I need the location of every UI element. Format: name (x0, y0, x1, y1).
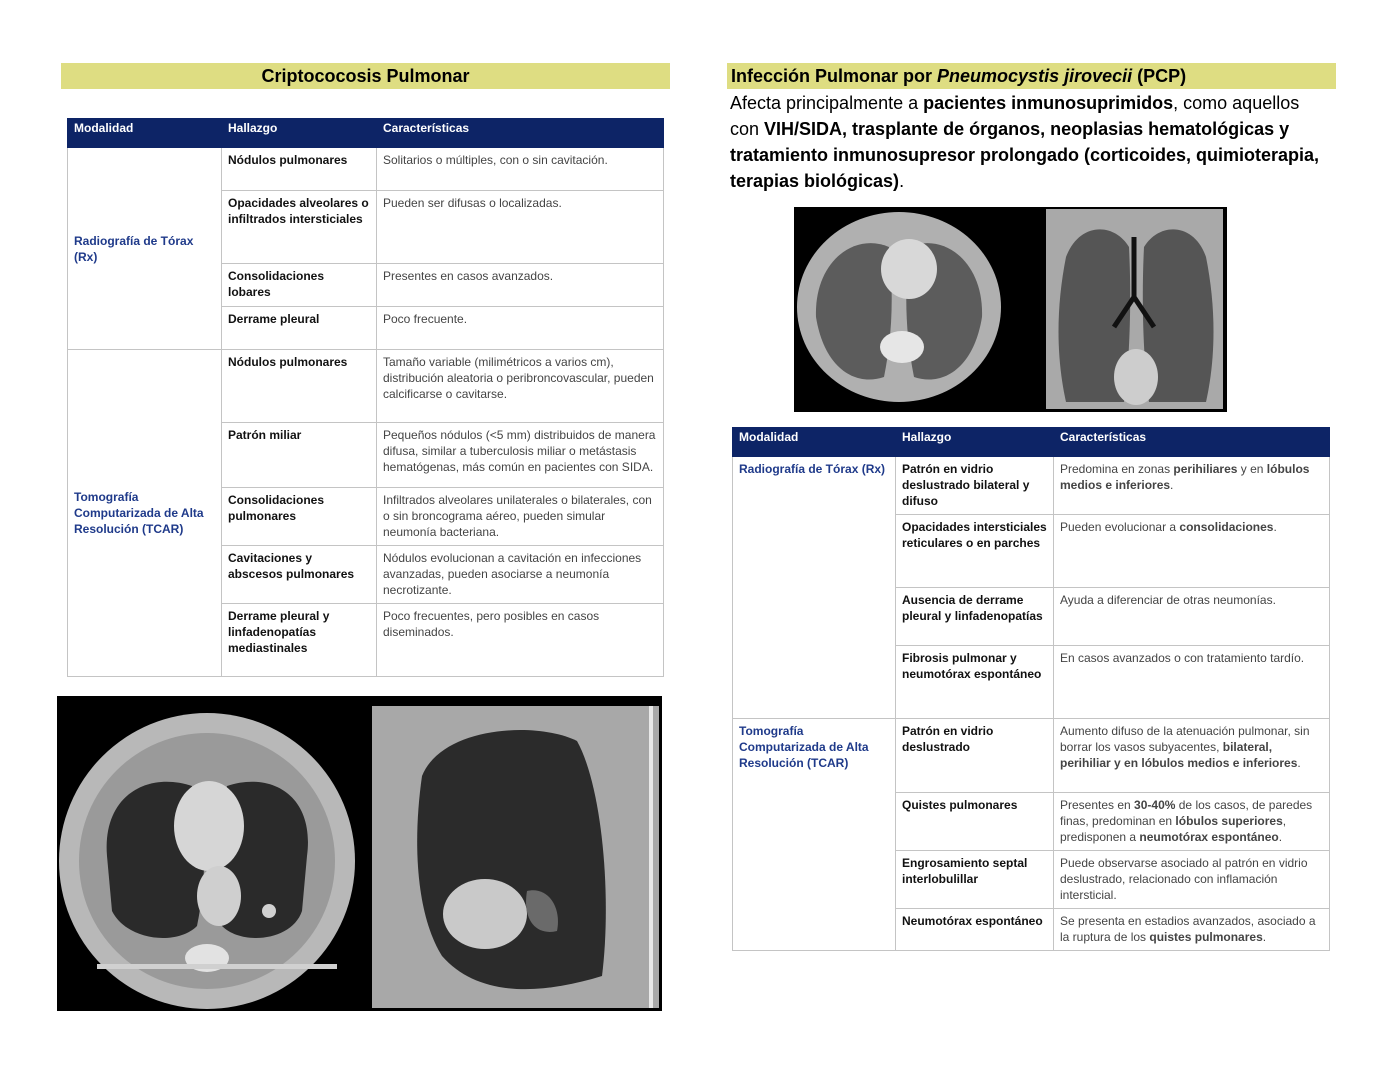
left-section-title: Criptococosis Pulmonar (61, 63, 670, 89)
description (1054, 909, 1330, 951)
finding: Ausencia de derrame pleural y linfadenopatías (896, 588, 1054, 646)
desc-text: . (1170, 478, 1174, 492)
desc-text: Aumento difuso de la atenuación pulmonar, sin borrar los vasos subyacentes, (1060, 724, 1310, 754)
desc-text: . (1262, 930, 1267, 944)
axial-ct-image (59, 713, 355, 1009)
intro-text: Afecta principalmente a (730, 93, 924, 113)
finding: Patrón en vidrio deslustrado (896, 719, 1054, 793)
finding: Nódulos pulmonares (222, 350, 377, 423)
description: Puede observarse asociado al patrón en vidrio deslustrado, relacionado con inflamación intersticial. (1054, 851, 1330, 909)
header-hallazgo: Hallazgo (222, 119, 377, 148)
desc-text: . (1297, 756, 1301, 770)
ct-images-cryptococcosis (57, 696, 662, 1011)
finding: Cavitaciones y abscesos pulmonares (222, 546, 377, 604)
pcp-table (732, 427, 1330, 951)
finding: Derrame pleural y linfadenopatías mediastinales (222, 604, 377, 677)
finding: Patrón miliar (222, 423, 377, 488)
description (1054, 793, 1330, 851)
finding: Opacidades intersticiales reticulares o en parches (896, 515, 1054, 588)
finding: Opacidades alveolares o infiltrados intersticiales (222, 191, 377, 264)
desc-text: . (1278, 830, 1283, 844)
description: En casos avanzados o con tratamiento tardío. (1054, 646, 1330, 719)
desc-text: y en (1237, 462, 1267, 476)
coronal-ct-image (1046, 209, 1223, 409)
modality-rx: Radiografía de Tórax (Rx) (68, 148, 222, 350)
finding: Neumotórax espontáneo (896, 909, 1054, 951)
desc-bold: consolidaciones (1179, 520, 1274, 534)
description: Solitarios o múltiples, con o sin cavitación. (377, 148, 664, 191)
intro-bold: VIH/SIDA, trasplante de órganos, neoplasias hematológicas y tratamiento inmunosupresor prolongado (corticoides, quimioterapia, terapias biológicas) (730, 119, 1320, 191)
finding: Consolidaciones lobares (222, 264, 377, 307)
header-modalidad: Modalidad (68, 119, 222, 148)
desc-text: de los casos, de paredes finas, predominan en (1060, 798, 1313, 828)
desc-bold: lóbulos medios e inferiores (1060, 462, 1310, 492)
modality-tcar: Tomografía Computarizada de Alta Resolución (TCAR) (733, 719, 896, 951)
desc-text: , predisponen a (1060, 814, 1287, 844)
desc-bold: quistes pulmonares (1149, 930, 1263, 944)
header-caracteristicas: Características (377, 119, 664, 148)
title-suffix: (PCP) (1132, 66, 1187, 86)
table-row (68, 148, 664, 191)
desc-bold: perihiliares (1173, 462, 1238, 476)
right-section-title (727, 63, 1336, 89)
desc-bold: 30-40% (1134, 798, 1176, 812)
description: Nódulos evolucionan a cavitación en infecciones avanzadas, pueden asociarse a neumonía necrotizante. (377, 546, 664, 604)
finding: Quistes pulmonares (896, 793, 1054, 851)
ct-scan-image (794, 207, 1227, 412)
description (1054, 719, 1330, 793)
table-header-row (733, 428, 1330, 457)
finding: Consolidaciones pulmonares (222, 488, 377, 546)
desc-text: Presentes en (1060, 798, 1135, 812)
modality-rx: Radiografía de Tórax (Rx) (733, 457, 896, 719)
description: Presentes en casos avanzados. (377, 264, 664, 307)
desc-bold: lóbulos superiores (1175, 814, 1283, 828)
desc-bold: bilateral, perihiliar y en lóbulos medios e inferiores (1060, 740, 1298, 770)
finding: Derrame pleural (222, 307, 377, 350)
table-header-row (68, 119, 664, 148)
desc-text: Predomina en zonas (1060, 462, 1174, 476)
header-caracteristicas: Características (1054, 428, 1330, 457)
finding: Patrón en vidrio deslustrado bilateral y difuso (896, 457, 1054, 515)
table-row (733, 719, 1330, 793)
intro-text: . (899, 171, 905, 191)
table-row (68, 350, 664, 423)
description: Pueden ser difusas o localizadas. (377, 191, 664, 264)
description: Infiltrados alveolares unilaterales o bilaterales, con o sin broncograma aéreo, pueden simular neumonía bacteriana. (377, 488, 664, 546)
ct-images-pcp (794, 207, 1227, 412)
header-modalidad: Modalidad (733, 428, 896, 457)
modality-tcar: Tomografía Computarizada de Alta Resolución (TCAR) (68, 350, 222, 677)
title-pathogen: Pneumocystis jirovecii (937, 66, 1133, 86)
ct-scan-image (57, 696, 662, 1011)
finding: Engrosamiento septal interlobulillar (896, 851, 1054, 909)
description (1054, 515, 1330, 588)
intro-bold: pacientes inmunosuprimidos (923, 93, 1174, 113)
sagittal-ct-image (372, 706, 659, 1008)
desc-text: . (1273, 520, 1277, 534)
title-prefix: Infección Pulmonar por (731, 66, 938, 86)
description: Poco frecuente. (377, 307, 664, 350)
description (1054, 457, 1330, 515)
desc-text: Se presenta en estadios avanzados, asociado a la ruptura de los (1060, 914, 1316, 944)
desc-text: Pueden evolucionar a (1060, 520, 1180, 534)
description: Ayuda a diferenciar de otras neumonías. (1054, 588, 1330, 646)
finding: Fibrosis pulmonar y neumotórax espontáneo (896, 646, 1054, 719)
finding: Nódulos pulmonares (222, 148, 377, 191)
intro-paragraph (730, 90, 1330, 194)
cryptococcosis-table (67, 118, 664, 677)
intro-text: , como aquellos con (730, 93, 1300, 139)
header-hallazgo: Hallazgo (896, 428, 1054, 457)
axial-ct-image (797, 212, 1001, 402)
desc-bold: neumotórax espontáneo (1139, 830, 1279, 844)
table-row (733, 457, 1330, 515)
description: Pequeños nódulos (<5 mm) distribuidos de manera difusa, similar a tuberculosis miliar o metástasis hematógenas, más común en pacientes con SIDA. (377, 423, 664, 488)
description: Tamaño variable (milimétricos a varios cm), distribución aleatoria o peribroncovascular, pueden calcificarse o cavitarse. (377, 350, 664, 423)
description: Poco frecuentes, pero posibles en casos diseminados. (377, 604, 664, 677)
